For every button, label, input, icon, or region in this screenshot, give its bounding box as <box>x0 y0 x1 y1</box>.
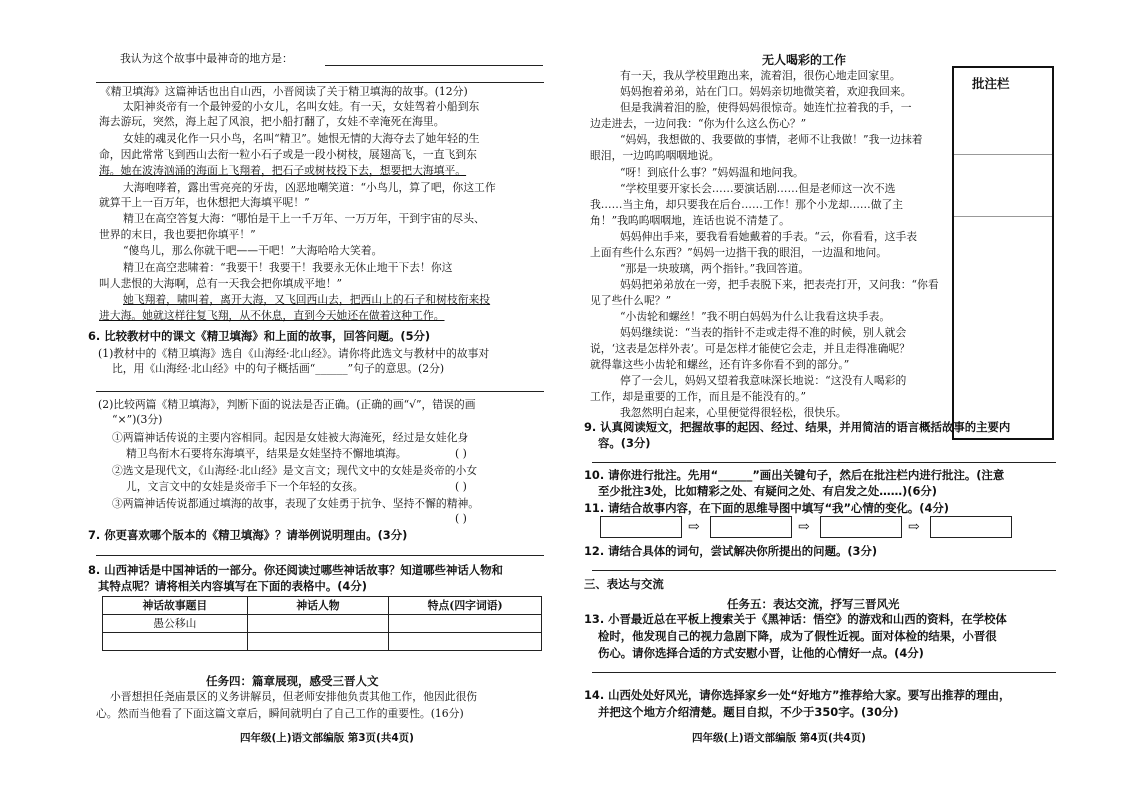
passage-line: 精卫在高空答复大海：“哪怕是干上一千万年、一万万年，干到宇宙的尽头、 <box>123 212 485 225</box>
passage-line: 命，因此常常飞到西山去衔一粒小石子或是一段小树枝，展翅高飞，一直飞到东 <box>99 148 477 161</box>
question-7: 7. 你更喜欢哪个版本的《精卫填海》？请举例说明理由。(3分) <box>88 528 408 542</box>
article-line: 但是我满着泪的脸，使得妈妈很惊奇。她连忙拉着我的手，一 <box>620 101 912 114</box>
article-line: 角！”我呜呜咽咽地，连话也说不清楚了。 <box>590 214 790 227</box>
question-14-cont: 并把这个地方介绍清楚。题目自拟，不少于350字。(30分) <box>598 705 899 719</box>
article-line: 有一天，我从学校里跑出来，流着泪，很伤心地走回家里。 <box>620 69 901 82</box>
question-9-cont: 容。(3分) <box>598 436 651 450</box>
passage-line: 海去游玩，突然，海上起了风浪，把小船打翻了，女娃不幸淹死在海里。 <box>99 115 445 128</box>
passage-line-underlined: 海。她在波涛汹涌的海面上飞翔着，把石子或树枝投下去，想要把大海填平。 <box>99 164 467 177</box>
question-14: 14. 山西处处好风光，请你选择家乡一处“好地方”推荐给大家。要写出推荐的理由， <box>584 688 1011 702</box>
section-3-heading: 三、表达与交流 <box>584 577 664 591</box>
article-line: 我……当主角，却只要我在后台……工作！那个小龙却……做了主 <box>590 198 904 211</box>
table-cell-blank[interactable] <box>103 633 248 651</box>
annotation-label: 批注栏 <box>972 76 1010 91</box>
question-6-2: (2)比较两篇《精卫填海》，判断下面的说法是否正确。(正确的画“√”，错误的画 <box>98 398 476 411</box>
article-line: 我忽然明白起来，心里便觉得很轻松，很快乐。 <box>620 406 847 419</box>
question-12: 12. 请结合具体的词句，尝试解决你所提出的问题。(3分) <box>584 544 878 558</box>
article-line: “呀！到底什么事？”妈妈温和地问我。 <box>620 166 804 179</box>
table-cell-blank[interactable] <box>389 633 542 651</box>
article-line: “小齿轮和螺丝！”我不明白妈妈为什么让我看这块手表。 <box>620 310 891 323</box>
task4-title: 任务四：篇章展现，感受三晋人文 <box>206 674 379 688</box>
table-header: 特点(四字词语) <box>389 597 542 615</box>
table-cell-blank[interactable] <box>247 633 389 651</box>
intro-line: 我认为这个故事中最神奇的地方是： <box>120 52 293 65</box>
answer-line[interactable] <box>592 462 1056 463</box>
article-line: 妈妈把弟弟放在一旁，把手表脱下来，把表壳打开，又问我：“你看 <box>620 278 939 291</box>
mood-box-4[interactable] <box>930 516 1012 538</box>
right-page <box>562 0 1123 793</box>
article-line: 上面有些什么东西？”妈妈一边揩干我的眼泪，一边温和地问。 <box>590 246 888 259</box>
annotation-column[interactable] <box>952 66 1054 440</box>
article-line: 停了一会儿，妈妈又望着我意味深长地说：“这没有人喝彩的 <box>620 374 907 387</box>
question-13-cont: 伤心。请你选择合适的方式安慰小晋，让他的心情好一点。(4分) <box>598 646 924 660</box>
statement-1: ①两篇神话传说的主要内容相同。起因是女娃被大海淹死，经过是女娃化身 <box>112 431 469 444</box>
table-cell: 愚公移山 <box>103 615 248 633</box>
passage-line: 就算干上一百万年，也休想把大海填平呢！” <box>99 196 310 209</box>
task5-title: 任务五：表达交流，抒写三晋风光 <box>727 597 900 611</box>
article-line: 说，‘这表是怎样外表’。可是怎样才能使它会走，并且走得准确呢？ <box>590 342 910 355</box>
passage-line: 精卫在高空悲啸着：“我要干！我要干！我要永无休止地干下去！你这 <box>123 261 453 274</box>
question-11: 11. 请结合故事内容，在下面的思维导图中填写“我”心情的变化。(4分) <box>584 501 950 515</box>
passage-line-underlined: 进大海。她就这样往复飞翔，从不休息，直到今天她还在做着这种工作。 <box>99 309 445 322</box>
passage-line: 太阳神炎帝有一个最钟爱的小女儿，名叫女娃。有一天，女娃驾着小船到东 <box>123 100 480 113</box>
article-line: “那是一块玻璃，两个指针。”我回答道。 <box>620 262 810 275</box>
table-header: 神话人物 <box>247 597 389 615</box>
page-footer: 四年级(上)语文部编版 第3页(共4页) <box>240 732 414 744</box>
answer-line[interactable] <box>96 391 544 392</box>
passage-line: 女娃的魂灵化作一只小鸟，名叫“精卫”。她恨无情的大海夺去了她年轻的生 <box>123 132 480 145</box>
judge-blank[interactable]: ( ) <box>455 447 467 460</box>
task4-text-cont: 心。然而当他看了下面这篇文章后，瞬间就明白了自己工作的重要性。(16分) <box>96 707 464 720</box>
article-line: 眼泪，一边呜呜咽咽地说。 <box>590 149 720 162</box>
article-line: “妈妈，我想做的、我要做的事情，老师不让我做！”我一边抹着 <box>620 133 923 146</box>
question-9: 9. 认真阅读短文，把握故事的起因、经过、结果，并用简洁的语言概括故事的主要内 <box>584 420 1011 434</box>
passage-line: 大海咆哮着，露出雪亮亮的牙齿，凶恶地嘲笑道：“小鸟儿，算了吧，你这工作 <box>123 181 496 194</box>
question-10: 10. 请你进行批注。先用“______”画出关键句子，然后在批注栏内进行批注。(注意 <box>584 468 1005 482</box>
task4-text: 小晋想担任尧庙景区的义务讲解员，但老师安排他负责其他工作，他因此很伤 <box>110 690 478 703</box>
article-line: 工作，却是重要的工作，而且是不能没有的。” <box>590 390 807 403</box>
table-cell-blank[interactable] <box>247 615 389 633</box>
left-page <box>0 0 560 793</box>
answer-line[interactable] <box>592 570 1056 571</box>
question-8-cont: 其特点呢？请将相关内容填写在下面的表格中。(4分) <box>98 579 367 593</box>
article-title: 无人喝彩的工作 <box>762 53 847 67</box>
mood-box-3[interactable] <box>820 516 902 538</box>
myth-table <box>102 596 542 651</box>
passage-line-underlined: 她飞翔着，啸叫着，离开大海，又飞回西山去，把西山上的石子和树枝衔来投 <box>123 293 491 306</box>
passage-line: “傻鸟儿，那么你就干吧——干吧！”大海哈哈大笑着。 <box>123 244 383 257</box>
table-cell-blank[interactable] <box>389 615 542 633</box>
annotation-divider <box>954 154 1052 155</box>
passage-intro: 《精卫填海》这篇神话也出自山西，小晋阅读了关于精卫填海的故事。(12分) <box>100 85 468 98</box>
right-arrow-icon: ⇨ <box>688 519 700 535</box>
question-6-1: (1)教材中的《精卫填海》选自《山海经·北山经》。请你将此选文与教材中的故事对 <box>98 347 490 360</box>
judge-blank[interactable]: ( ) <box>455 480 467 493</box>
article-line: 妈妈抱着弟弟，站在门口。妈妈亲切地微笑着，欢迎我回来。 <box>620 85 912 98</box>
page-footer: 四年级(上)语文部编版 第4页(共4页) <box>692 732 866 744</box>
answer-line[interactable] <box>96 555 544 556</box>
statement-1-cont: 精卫鸟衔木石要将东海填平，结果是女娃坚持不懈地填海。 <box>126 447 407 460</box>
question-6-2-cont: “×”)(3分) <box>112 413 163 426</box>
judge-blank[interactable]: ( ) <box>455 512 467 525</box>
article-line: 妈妈继续说：“当表的指针不走或走得不准的时候，别人就会 <box>620 326 907 339</box>
passage-line: 世界的末日，我也要把你填平！” <box>99 228 256 241</box>
article-line: 见了些什么呢？” <box>590 294 672 307</box>
question-8: 8. 山西神话是中国神话的一部分。你还阅读过哪些神话故事？知道哪些神话人物和 <box>88 563 503 577</box>
table-header: 神话故事题目 <box>103 597 248 615</box>
passage-line: 叫人悲恨的大海啊，总有一天我会把你填成平地！” <box>99 277 343 290</box>
article-line: 妈妈伸出手来，要我看看她戴着的手表。“云，你看看，这手表 <box>620 230 918 243</box>
answer-line[interactable] <box>325 65 543 66</box>
mood-box-2[interactable] <box>710 516 792 538</box>
right-arrow-icon: ⇨ <box>798 519 810 535</box>
question-13: 13. 小晋最近总在平板上搜索关于《黑神话：悟空》的游戏和山西的资料，在学校体 <box>584 612 1007 626</box>
statement-2-cont: 儿，文言文中的女娃是炎帝手下一个年轻的女孩。 <box>126 480 364 493</box>
statement-2: ②选文是现代文，《山海经·北山经》是文言文；现代文中的女娃是炎帝的小女 <box>112 464 478 477</box>
statement-3: ③两篇神话传说都通过填海的故事，表现了女娃勇于抗争、坚持不懈的精神。 <box>112 497 480 510</box>
question-10-cont: 至少批注3处，比如精彩之处、有疑问之处、有启发之处……)(6分) <box>598 484 938 498</box>
annotation-divider <box>954 216 1052 217</box>
article-line: 边走进去，一边问我：“你为什么这么伤心？” <box>590 117 807 130</box>
question-6-1-cont: 比，用《山海经·北山经》中的句子概括画“______”句子的意思。(2分) <box>112 362 445 375</box>
mood-box-1[interactable] <box>600 516 682 538</box>
question-13-cont: 检时，他发现自己的视力急剧下降，成为了假性近视。面对体检的结果，小晋很 <box>598 629 997 643</box>
right-arrow-icon: ⇨ <box>908 519 920 535</box>
answer-line[interactable] <box>96 82 544 83</box>
question-6: 6. 比较教材中的课文《精卫填海》和上面的故事，回答问题。(5分) <box>88 329 431 343</box>
answer-line[interactable] <box>592 672 1056 673</box>
article-line: “学校里要开家长会……要演话剧……但是老师这一次不选 <box>620 182 896 195</box>
article-line: 就得靠这些小齿轮和螺丝，还有许多你看不到的部分。” <box>590 358 850 371</box>
